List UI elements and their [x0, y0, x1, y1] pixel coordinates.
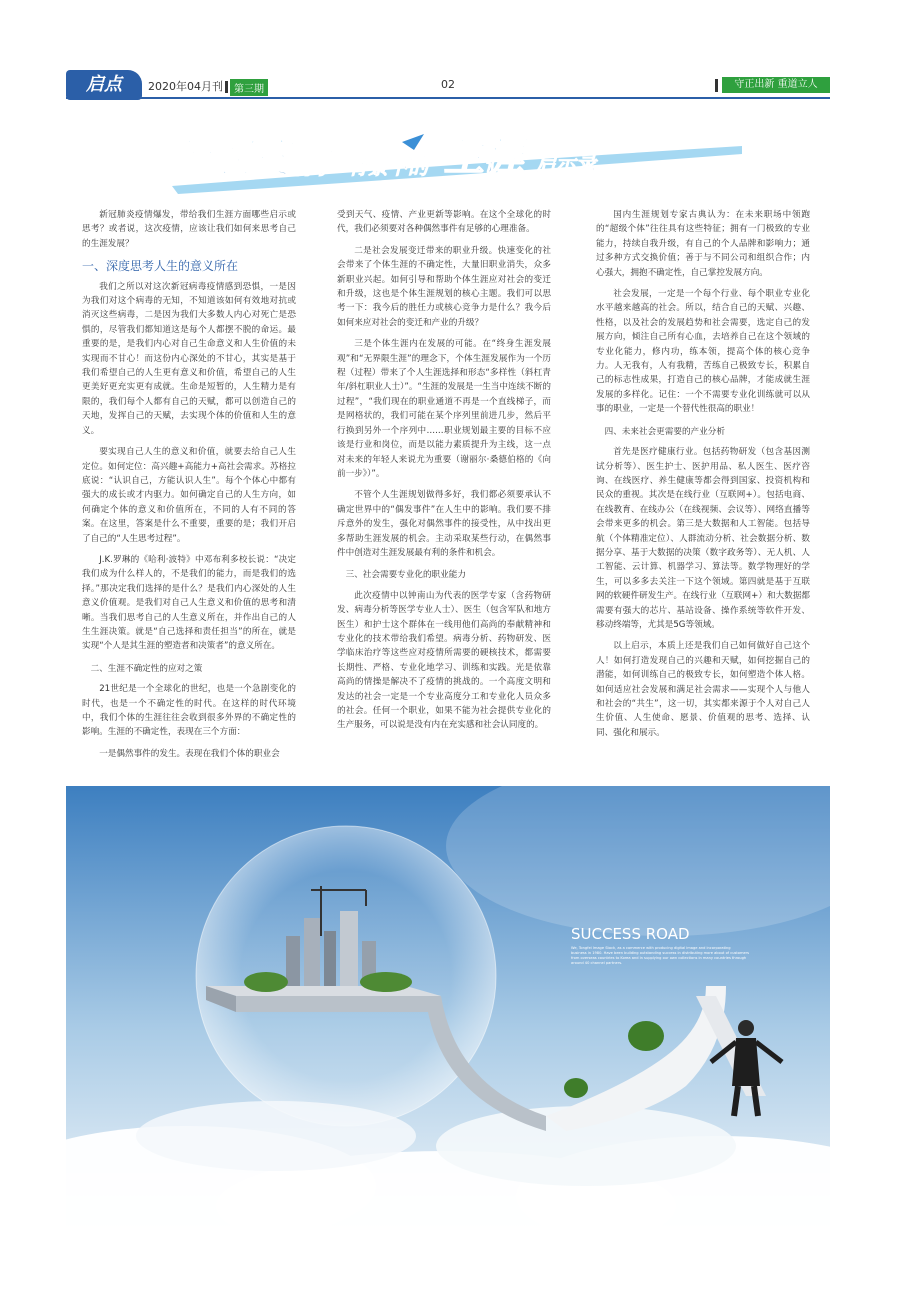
building: [340, 911, 358, 986]
paragraph: 此次疫情中以钟南山为代表的医学专家（含药物研发、病毒分析等医学专业人士）、医生（包含军队和地方医生）和护士这个群体在一线用他们高尚的奉献精神和专业化的技术带给我们希望。病毒分析、药物研发、医学临床治疗等这些应对疫情所需要的硬核技术，都需要长期性、严格、专业化地学习、训练和实践。光是依靠高尚的情操是解决不了疫情的挑战的。一个高度文明和发达的社会一定是一个专业高度分工和专业化人员众多的社会。任何一个职业，如果不能为社会提供专业化的生产服务，可以说是没有内在充实感和社会认同度的。: [337, 590, 551, 731]
title-part-3: 生涯: [444, 134, 524, 180]
tree: [360, 972, 412, 992]
paragraph: J.K.罗琳的《哈利·波特》中邓布利多校长说：“决定我们成为什么样人的，不是我们的能力，而是我们的选择。”那决定我们选择的是什么？是我们内心深处的人生意义价值观。是我们对自己人生意义和价值的思考和清晰。当我们思考自己的人生意义所在，并作出自己的人生生涯决策。就是“自己选择和责任担当”的所在，就是实现“个人是其生涯的塑造者和决策者”的意义所在。: [82, 554, 296, 652]
building: [286, 936, 300, 986]
page-number: 02: [441, 78, 455, 91]
title-part-1: 新冠疫情: [170, 136, 330, 182]
section-heading-3: 三、社会需要专业化的职业能力: [345, 570, 466, 581]
paragraph: 国内生涯规划专家古典认为：在未来职场中领跑的“超级个体”往往具有这些特征；拥有一门极致的专业能力，持续自我升级，有自己的个人品牌和影响力；通过多种方式交换价值；善于与不同公司和组织合作；内心强大，拥抱不确定性，自己掌控发展方向。: [596, 210, 810, 278]
header-rule: [66, 97, 830, 99]
paragraph: 二是社会发展变迁带来的职业升级。快速变化的社会带来了个体生涯的不确定性，大量旧职业消失，众多新职业兴起。如何引导和帮助个体生涯应对社会的变迁和升级，这也是个体生涯规划的核心主题。我们可以思考一下：我今后的胜任力或核心竞争力是什么？我今后如何来应对社会的变迁和产业的升级？: [337, 245, 551, 328]
photo-illustration: [66, 786, 830, 1227]
paragraph: 一是偶然事件的发生。表现在我们个体的职业会: [99, 748, 280, 759]
tree: [564, 1078, 588, 1098]
caption-text: We, Tongfei Image Stock, as a commerce with producing digital image and incorporating: [571, 946, 731, 950]
caption-text: from overseas countries to Korea and in supplying our own collections in many countries through: [571, 956, 747, 960]
issue-badge: 第三期: [230, 79, 268, 96]
issue-date: 2020年04月刊: [148, 80, 223, 93]
intro-paragraph: 新冠肺炎疫情爆发，带给我们生涯方面哪些启示或思考？或者说，这次疫情，应该让我们如何来思考自己的生涯发展？: [82, 210, 296, 249]
paragraph: 三是个体生涯内在发展的可能。在“终身生涯发展观”和“无界限生涯”的理念下，个体生涯发展作为一个历程（过程）带来了个人生涯选择和形态“多样性（斜杠青年/斜杠职业人士）”。“生涯的发展是一生当中连续不断的过程”，“我们现在的职业通道不再是一个直线梯子，而是网格状的，我们可能在某个序列里前进几步，然后平行换到另外一个序列中……职业规划最主要的目标不应该是行业和岗位，而是以能力素质提升为主线，这一点对未来的年轻人来说尤为重要（谢丽尔·桑德伯格的《向前一步》）”。: [337, 339, 551, 479]
paragraph: 21世纪是一个全球化的世纪，也是一个急剧变化的时代，也是一个不确定性的时代。在这样的时代环境中，我们个体的生涯往往会收到很多外界的不确定性的影响。生涯的不确定性，表现在三个方面：: [82, 684, 296, 738]
caption-title: SUCCESS ROAD: [571, 925, 690, 943]
title-part-2: 背景下的: [348, 155, 428, 179]
slogan-badge: 守正出新 重道立人: [722, 77, 830, 93]
paragraph: 社会发展，一定是一个每个行业、每个职业专业化水平越来越高的社会。所以，结合自己的天赋、兴趣、性格，以及社会的发展趋势和社会需要，选定自己的发展方向，倾注自己所有心血，去培养自己在这个领域的专业化能力，修内功，练本领，提高个体的核心竞争力。人无我有，人有我精，苦练自己极致专长，积累自己的标志性成果，打造自己的核心品牌，才能成就生涯发展的多样化。记住：一个不需要专业化训练就可以从事的职业，一定是一个替代性很高的职业！: [596, 289, 810, 415]
title-graphic: [152, 124, 752, 200]
caption-text: around 40 channel partners.: [571, 961, 623, 965]
column-2: [337, 208, 551, 740]
paragraph: 要实现自己人生的意义和价值，就要去给自己人生定位。如何定位：高兴趣+高能力+高社会需求。苏格拉底说：“认识自己，方能认识人生”。每个个体心中都有强大的成长或才内驱力。如何确定自己的人生方向，如何确定个体的意义和价值所在，不同的人有不同的答案。在这里，答案是什么不重要，重要的是；我们开启了自己的“人生思考过程”。: [82, 447, 296, 544]
article-title: [152, 124, 752, 200]
section-heading-4: 四、未来社会更需要的产业分析: [604, 426, 725, 437]
tree: [244, 972, 288, 992]
cloud: [136, 1101, 416, 1171]
section-heading-2: 二、生涯不确定性的应对之策: [90, 663, 203, 674]
success-road-photo: [66, 786, 830, 1227]
paragraph: 不管个人生涯规划做得多好，我们都必须要承认不确定世界中的“偶发事件”在人生中的影响。我们要不排斥意外的发生，强化对偶然事件的接受性，从中找出更多帮助生涯发展的机会。主动采取某些行动，在偶然事件中创造对生涯发展最有利的条件和机会。: [337, 490, 551, 558]
separator-bar: [715, 79, 718, 92]
paragraph: 受到天气、疫情、产业更新等影响。在这个全球化的时代，我们必须要对各种偶然事件有足够的心理准备。: [337, 210, 551, 235]
masthead-logo: 启点: [66, 70, 142, 100]
building: [324, 931, 336, 986]
paragraph: 我们之所以对这次新冠病毒疫情感到恐惧，一是因为我们对这个病毒的无知，不知道该如何有效地对抗或消灭这些病毒，二是因为我们大多数人内心对死亡是恐惧的，尽管我们都知道这是每个人都摆不脱的命运。最重要的是，是我们内心对自己生命意义和人生价值的未实现而不甘心！而这份内心深处的不甘心，其实是基于我们希望自己的人生更有意义和价值，希望自己的人生更美好更充实更有成就。生命是短暂的，人生精力是有限的，我们每个人都有自己的天赋，都可以创造自己的天地，发挥自己的天赋，去实现个体的价值和人生的意义。: [82, 281, 296, 436]
paragraph: 首先是医疗健康行业。包括药物研发（包含基因测试分析等）、医生护士、医护用品、私人医生、医疗咨询、在线医疗、养生健康等都会得到国家、投资机构和民众的重视。其次是在线行业（互联网+）。包括电商、在线教育、在线办公（在线视频、会议等）、网络直播等会带来更多的机会。第三是大数据和人工智能。包括导航（个体精准定位）、人群流动分析、社会数据分析、数据分享、基于大数据的决策（数字政务等）、无人机、人工智能、云计算、机器学习、算法等。数学物理好的学生，可以多多去关注一下这个领域。第四就是基于互联网的软硬件研发生产。在线行业（互联网+）和大数据都需要有强大的芯片、基站设备、操作系统等软件开发、移动终端等，尤其是5G等领域。: [596, 447, 810, 630]
separator-bar: [225, 81, 228, 93]
issue-date-line: [148, 78, 268, 96]
title-part-4: 启示录: [536, 151, 596, 175]
title-arrow: [402, 134, 424, 150]
page-header: [66, 76, 830, 98]
building: [304, 918, 320, 986]
tree: [628, 1021, 664, 1051]
section-heading-1: 一、深度思考人生的意义所在: [82, 259, 239, 274]
caption-text: business in 1980. Have been building outstanding success in distributing more about of customers: [571, 951, 750, 955]
paragraph: 以上启示，本质上还是我们自己如何做好自己这个人！如何打造发现自己的兴趣和天赋，如何挖掘自己的潜能，如何训练自己的极致专长，如何塑造个体人格。如何适应社会发展和满足社会需求——实现个人与他人和社会的“共生”，这一切，其实都来源于个人对自己人生价值、人生使命、愿景、价值观的思考、选择、认同、强化和展示。: [596, 641, 810, 738]
column-1: [82, 208, 296, 768]
column-3: [596, 208, 810, 747]
